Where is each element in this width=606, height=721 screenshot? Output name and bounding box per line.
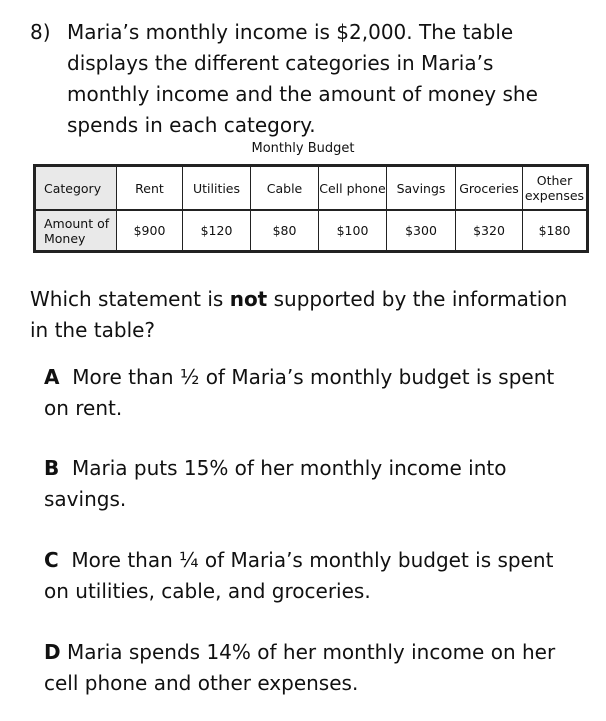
category-cell: Rent bbox=[117, 166, 183, 211]
option-text: More than ¼ of Maria’s monthly budget is spent on utilities, cable, and groceries. bbox=[44, 548, 554, 603]
amount-cell: $80 bbox=[251, 210, 319, 252]
question-text: Maria’s monthly income is $2,000. The table displays the different categories in Maria’s monthly income and the amount of money she spends in each category. bbox=[67, 20, 538, 137]
option-a[interactable] bbox=[44, 362, 564, 424]
amount-cell: $900 bbox=[117, 210, 183, 252]
category-cell: Other expenses bbox=[523, 166, 588, 211]
category-cell: Cell phone bbox=[319, 166, 387, 211]
option-letter: C bbox=[44, 548, 59, 572]
option-letter: B bbox=[44, 456, 60, 480]
prompt-start: Which statement is bbox=[30, 287, 230, 311]
amount-cell: $320 bbox=[456, 210, 523, 252]
category-row-label: Category bbox=[35, 166, 117, 211]
amount-cell: $300 bbox=[387, 210, 456, 252]
option-text: Maria puts 15% of her monthly income into savings. bbox=[44, 456, 507, 511]
option-d[interactable] bbox=[44, 637, 564, 699]
question-prompt bbox=[30, 284, 570, 346]
amount-row bbox=[35, 210, 588, 252]
option-text: More than ½ of Maria’s monthly budget is spent on rent. bbox=[44, 365, 555, 420]
prompt-end: supported by the information in the table? bbox=[30, 287, 568, 342]
category-row bbox=[35, 166, 588, 211]
question-number: 8) bbox=[30, 20, 51, 44]
table-title: Monthly Budget bbox=[251, 141, 355, 156]
option-letter: A bbox=[44, 365, 60, 389]
option-text: Maria spends 14% of her monthly income on her cell phone and other expenses. bbox=[44, 640, 556, 695]
category-cell: Utilities bbox=[183, 166, 251, 211]
amount-row-label: Amount of Money bbox=[35, 210, 117, 252]
option-c[interactable] bbox=[44, 545, 564, 607]
category-cell: Groceries bbox=[456, 166, 523, 211]
amount-cell: $120 bbox=[183, 210, 251, 252]
category-cell: Cable bbox=[251, 166, 319, 211]
budget-table bbox=[33, 164, 589, 253]
amount-cell: $180 bbox=[523, 210, 588, 252]
prompt-emphasis: not bbox=[229, 287, 268, 311]
option-b[interactable] bbox=[44, 453, 564, 515]
category-cell: Savings bbox=[387, 166, 456, 211]
amount-cell: $100 bbox=[319, 210, 387, 252]
option-letter: D bbox=[44, 640, 61, 664]
